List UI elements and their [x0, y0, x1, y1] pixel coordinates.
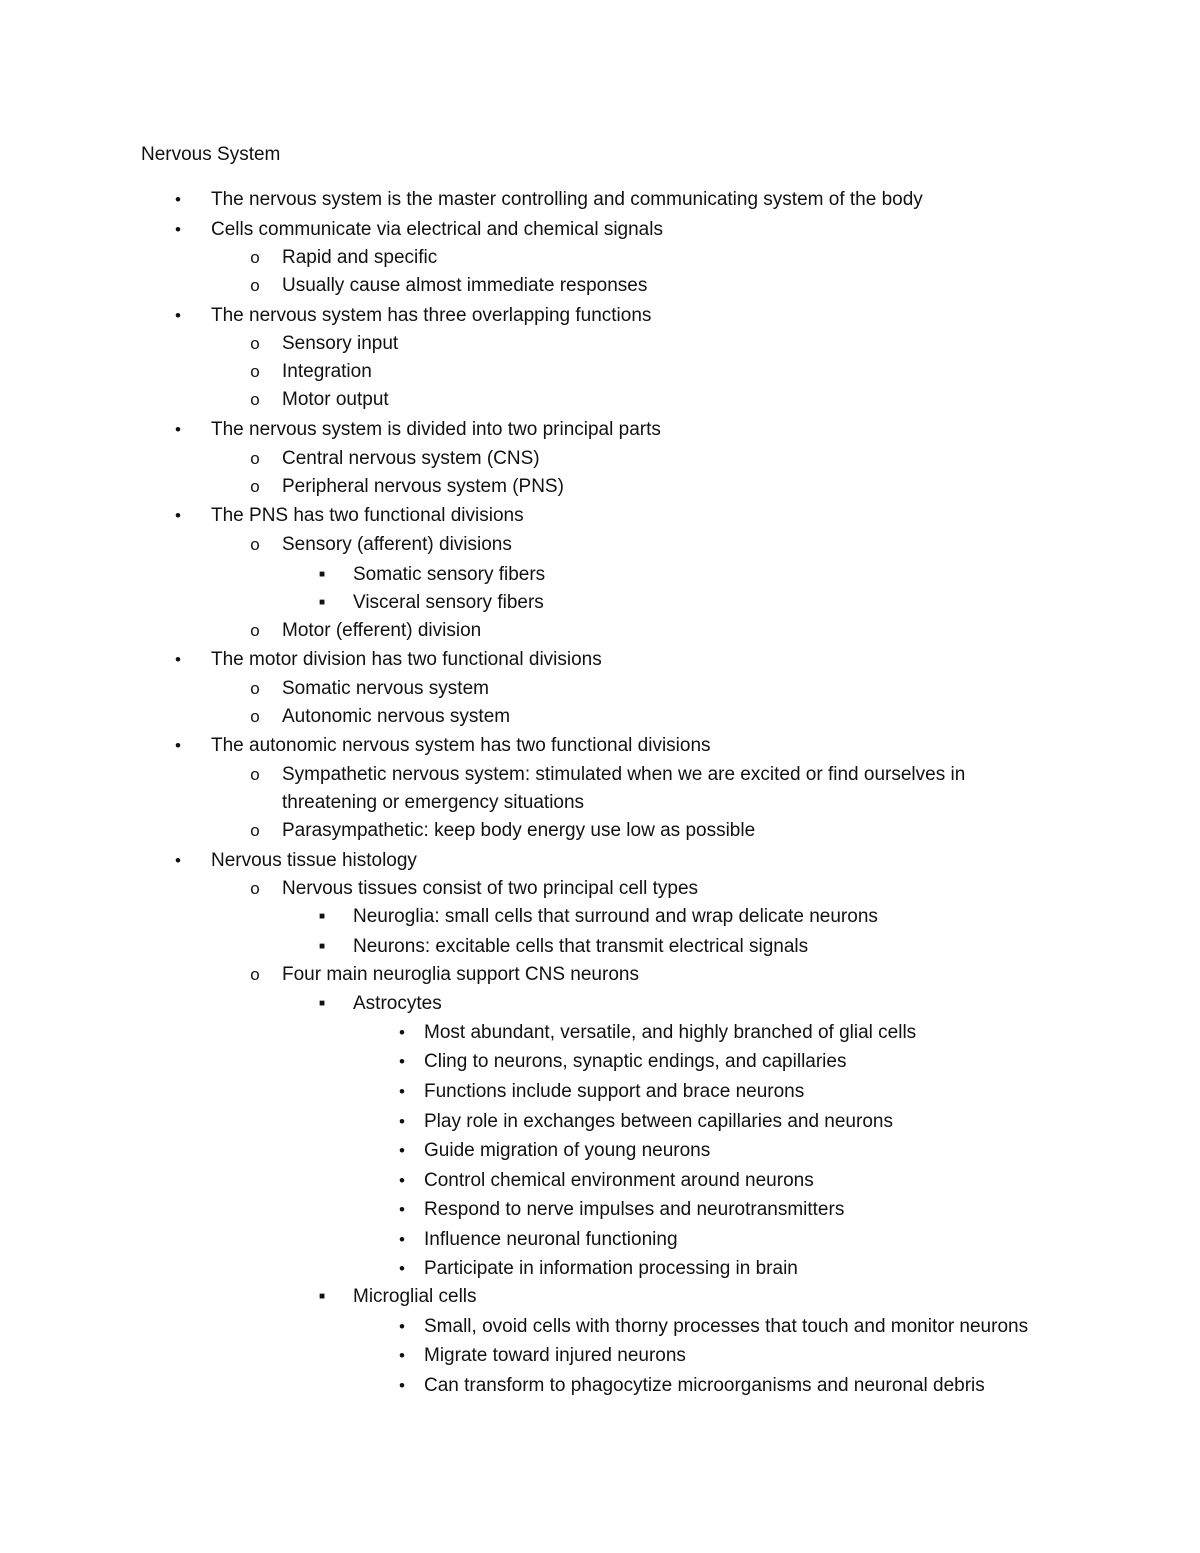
list-item: The nervous system is divided into two principal parts [211, 419, 661, 440]
list-item: Control chemical environment around neurons [424, 1170, 814, 1191]
bullet-marker-level-3: ■ [318, 597, 326, 608]
bullet-marker-level-1: • [175, 420, 181, 439]
list-item: Cells communicate via electrical and chemical signals [211, 219, 663, 240]
list-item: Migrate toward injured neurons [424, 1345, 686, 1366]
bullet-marker-level-3: ■ [318, 941, 326, 952]
list-item: Functions include support and brace neurons [424, 1081, 805, 1102]
list-item: Motor (efferent) division [282, 620, 482, 641]
list-item: Rapid and specific [282, 247, 438, 268]
bullet-marker-level-2: o [250, 679, 260, 698]
bullet-marker-level-3: ■ [318, 1291, 326, 1302]
bullet-marker-level-4: • [399, 1141, 405, 1160]
list-item: Sympathetic nervous system: stimulated when we are excited or find ourselves in [282, 764, 966, 785]
list-item: Guide migration of young neurons [424, 1140, 711, 1161]
list-item: Usually cause almost immediate responses [282, 275, 648, 296]
list-item: The autonomic nervous system has two functional divisions [211, 735, 711, 756]
bullet-marker-level-3: ■ [318, 911, 326, 922]
bullet-marker-level-2: o [250, 362, 260, 381]
list-item: Peripheral nervous system (PNS) [282, 476, 564, 497]
bullet-marker-level-2: o [250, 248, 260, 267]
bullet-marker-level-4: • [399, 1346, 405, 1365]
list-item: Nervous tissues consist of two principal cell types [282, 878, 699, 899]
list-item: Microglial cells [353, 1286, 477, 1307]
list-item: Neuroglia: small cells that surround and wrap delicate neurons [353, 906, 878, 927]
bullet-marker-level-3: ■ [318, 569, 326, 580]
bullet-marker-level-2: o [250, 390, 260, 409]
list-item: The PNS has two functional divisions [211, 505, 524, 526]
bullet-marker-level-2: o [250, 765, 260, 784]
bullet-marker-level-4: • [399, 1317, 405, 1336]
bullet-marker-level-1: • [175, 736, 181, 755]
list-item: Cling to neurons, synaptic endings, and capillaries [424, 1051, 847, 1072]
list-item: The nervous system is the master controlling and communicating system of the body [211, 189, 923, 210]
bullet-marker-level-4: • [399, 1023, 405, 1042]
list-item: Astrocytes [353, 993, 442, 1014]
list-item: Participate in information processing in brain [424, 1258, 798, 1279]
list-item: Small, ovoid cells with thorny processes that touch and monitor neurons [424, 1316, 1029, 1337]
list-item: Central nervous system (CNS) [282, 448, 540, 469]
list-item: Motor output [282, 389, 389, 410]
bullet-marker-level-4: • [399, 1376, 405, 1395]
bullet-marker-level-2: o [250, 535, 260, 554]
bullet-marker-level-2: o [250, 707, 260, 726]
list-item: Autonomic nervous system [282, 706, 511, 727]
bullet-marker-level-1: • [175, 851, 181, 870]
bullet-marker-level-2: o [250, 334, 260, 353]
list-item: Somatic sensory fibers [353, 564, 546, 585]
list-item: Sensory input [282, 333, 399, 354]
bullet-marker-level-1: • [175, 650, 181, 669]
list-item: Neurons: excitable cells that transmit electrical signals [353, 936, 809, 957]
bullet-marker-level-4: • [399, 1200, 405, 1219]
bullet-marker-level-4: • [399, 1230, 405, 1249]
list-item: Somatic nervous system [282, 678, 489, 699]
bullet-marker-level-4: • [399, 1112, 405, 1131]
bullet-marker-level-4: • [399, 1259, 405, 1278]
list-item: Influence neuronal functioning [424, 1229, 678, 1250]
document-title: Nervous System [141, 144, 281, 165]
list-item-continuation: threatening or emergency situations [282, 792, 585, 813]
bullet-marker-level-3: ■ [318, 998, 326, 1009]
list-item: The motor division has two functional divisions [211, 649, 602, 670]
bullet-marker-level-2: o [250, 965, 260, 984]
bullet-marker-level-2: o [250, 821, 260, 840]
bullet-marker-level-1: • [175, 506, 181, 525]
bullet-marker-level-2: o [250, 879, 260, 898]
list-item: Play role in exchanges between capillaries and neurons [424, 1111, 893, 1132]
list-item: Sensory (afferent) divisions [282, 534, 512, 555]
bullet-marker-level-2: o [250, 621, 260, 640]
bullet-marker-level-1: • [175, 190, 181, 209]
list-item: Respond to nerve impulses and neurotransmitters [424, 1199, 845, 1220]
list-item: The nervous system has three overlapping functions [211, 305, 652, 326]
list-item: Parasympathetic: keep body energy use low as possible [282, 820, 756, 841]
bullet-marker-level-2: o [250, 449, 260, 468]
list-item: Integration [282, 361, 372, 382]
bullet-marker-level-1: • [175, 306, 181, 325]
bullet-marker-level-4: • [399, 1052, 405, 1071]
list-item: Four main neuroglia support CNS neurons [282, 964, 639, 985]
list-item: Most abundant, versatile, and highly branched of glial cells [424, 1022, 917, 1043]
bullet-marker-level-1: • [175, 220, 181, 239]
bullet-marker-level-4: • [399, 1082, 405, 1101]
list-item: Visceral sensory fibers [353, 592, 544, 613]
bullet-marker-level-4: • [399, 1171, 405, 1190]
bullet-marker-level-2: o [250, 276, 260, 295]
list-item: Nervous tissue histology [211, 850, 417, 871]
bullet-marker-level-2: o [250, 477, 260, 496]
list-item: Can transform to phagocytize microorganisms and neuronal debris [424, 1375, 985, 1396]
